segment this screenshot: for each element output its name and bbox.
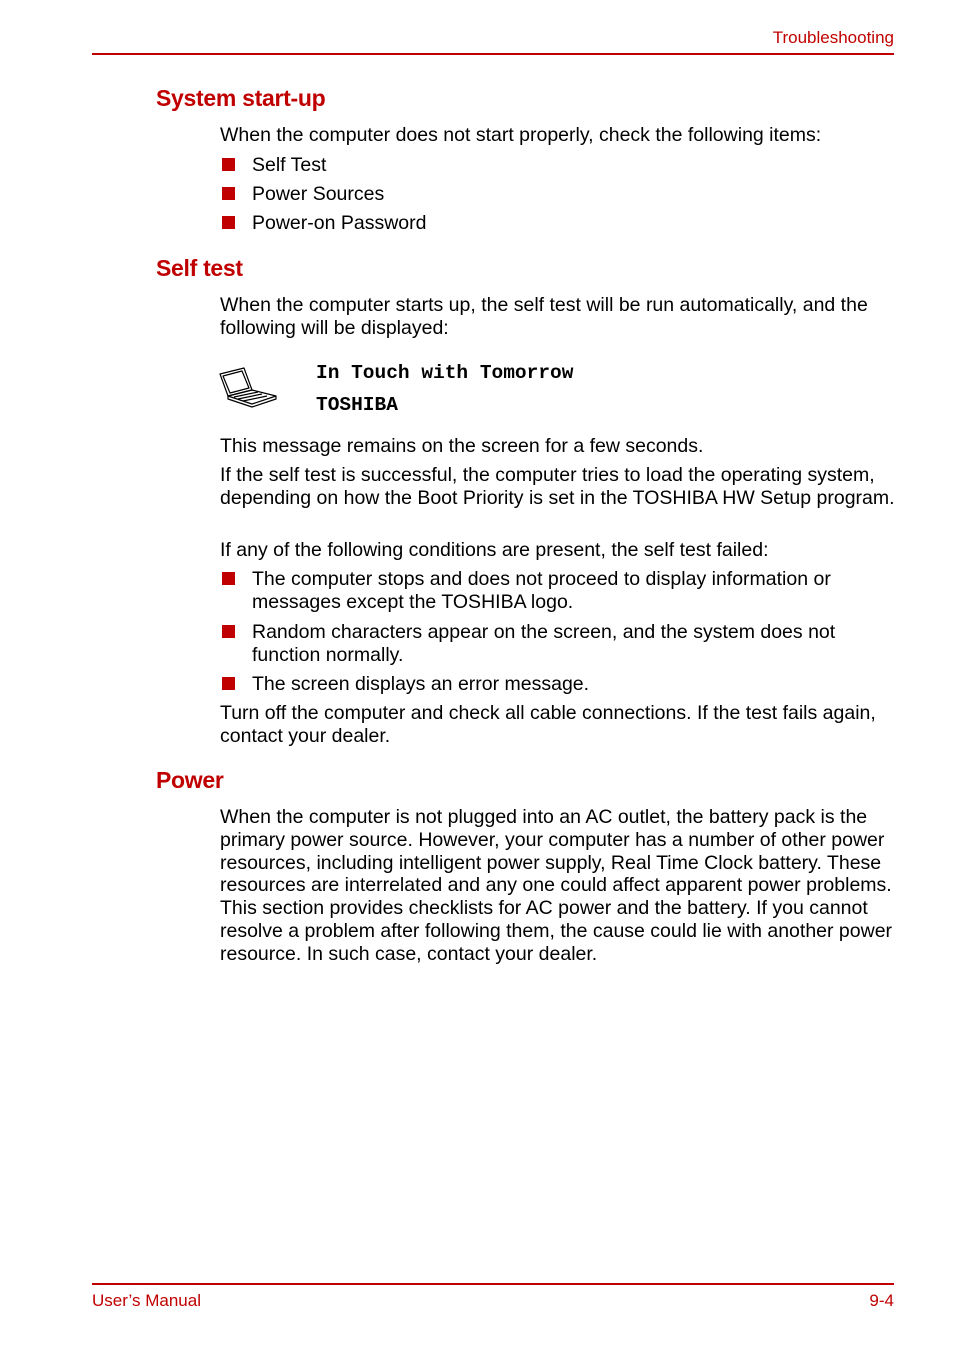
bullet-square-icon [222,216,235,229]
footer-rule [92,1283,894,1285]
selftest-paragraph-1: This message remains on the screen for a few seconds. [220,435,704,457]
heading-power: Power [156,767,224,793]
bullet-square-icon [222,187,235,200]
bullet-square-icon [222,572,235,585]
list-item-text: The screen displays an error message. [252,673,590,695]
footer-manual-title: User’s Manual [92,1291,201,1310]
display-message-line1: In Touch with Tomorrow [316,362,574,384]
list-item-text: Self Test [252,154,327,176]
selftest-intro: When the computer starts up, the self test will be run automatically, and the following will be displayed: [220,294,868,339]
list-item-text: Random characters appear on the screen, and the system does not function normally. [252,621,836,666]
laptop-icon [218,366,280,408]
page-number: 9-4 [869,1291,894,1310]
power-paragraph: When the computer is not plugged into an AC outlet, the battery pack is the primary power source. However, your computer has a number of other power resources, including intelligent power supply, Real Time Clock battery. These resources are interrelated and any one could affect apparent power problems. This section provides checklists for AC power and the battery. If you cannot resolve a problem after following them, the cause could lie with another power resource. In such case, contact your dealer. [220,806,893,965]
bullet-square-icon [222,625,235,638]
display-message-line2: TOSHIBA [316,394,398,416]
selftest-paragraph-3: If any of the following conditions are present, the self test failed: [220,539,769,561]
selftest-paragraph-2: If the self test is successful, the computer tries to load the operating system, depending on how the Boot Priority is set in the TOSHIBA HW Setup program. [220,464,895,509]
bullet-square-icon [222,158,235,171]
heading-system-startup: System start-up [156,85,326,111]
startup-intro: When the computer does not start properly, check the following items: [220,124,822,146]
bullet-square-icon [222,677,235,690]
header-rule [92,53,894,55]
heading-self-test: Self test [156,255,243,281]
list-item-text: Power-on Password [252,212,427,234]
list-item-text: The computer stops and does not proceed to display information or messages except the TOSHIBA logo. [252,568,831,613]
selftest-paragraph-4: Turn off the computer and check all cable connections. If the test fails again, contact your dealer. [220,702,876,747]
running-header: Troubleshooting [772,28,894,47]
list-item-text: Power Sources [252,183,385,205]
